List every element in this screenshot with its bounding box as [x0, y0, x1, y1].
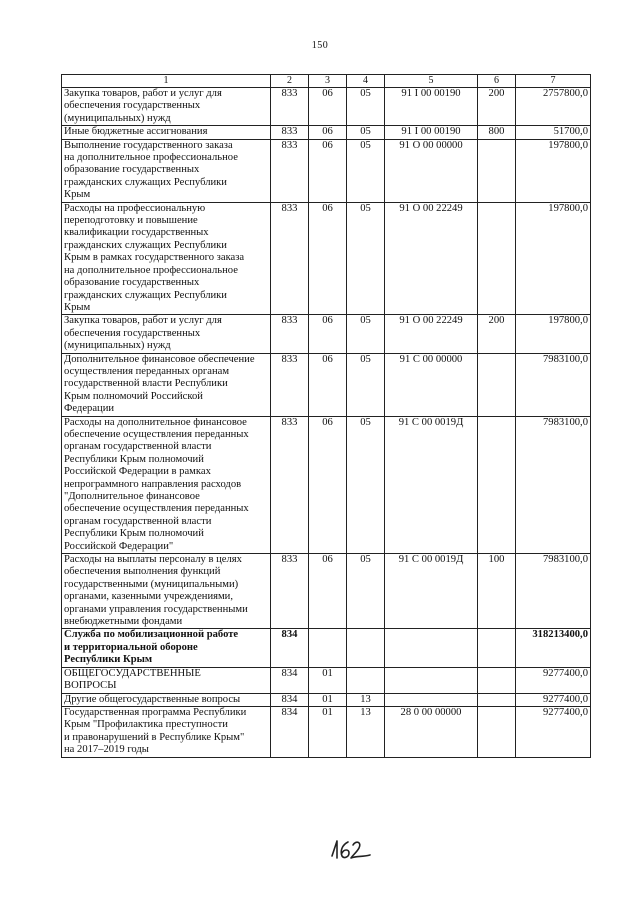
header-col-3: 3 — [309, 75, 347, 88]
row-name: Дополнительное финансовое обеспечение осуществления переданных органам государственной власти Республики Крым полномочий Российской Федерации — [62, 353, 271, 416]
header-col-4: 4 — [347, 75, 385, 88]
row-vr — [478, 416, 516, 553]
table-row — [62, 416, 591, 553]
row-sum: 318213400,0 — [516, 629, 591, 667]
table-row — [62, 88, 591, 126]
table-row — [62, 202, 591, 315]
row-sum: 9277400,0 — [516, 706, 591, 757]
row-sum: 197800,0 — [516, 202, 591, 315]
row-name: ОБЩЕГОСУДАРСТВЕННЫЕ ВОПРОСЫ — [62, 667, 271, 693]
row-name: Расходы на дополнительное финансовое обеспечение осуществления переданных органам государственной власти Республики Крым полномочий Российской Федерации в рамках непрограммного направления расходов "Дополнительное финансовое обеспечение осуществления переданных органам государственной власти Республики Крым полномочий Российской Федерации" — [62, 416, 271, 553]
row-rz: 06 — [309, 353, 347, 416]
handwritten-page-number — [328, 836, 372, 862]
row-vr: 800 — [478, 126, 516, 139]
row-csr: 28 0 00 00000 — [385, 706, 478, 757]
row-sum: 197800,0 — [516, 315, 591, 353]
row-sum: 9277400,0 — [516, 667, 591, 693]
row-sum: 7983100,0 — [516, 554, 591, 629]
header-col-2: 2 — [271, 75, 309, 88]
row-name: Закупка товаров, работ и услуг для обеспечения государственных (муниципальных) нужд — [62, 88, 271, 126]
row-csr: 91 I 00 00190 — [385, 126, 478, 139]
row-rz: 06 — [309, 88, 347, 126]
row-vr — [478, 629, 516, 667]
row-vr — [478, 139, 516, 202]
row-csr: 91 О 00 00000 — [385, 139, 478, 202]
row-vr — [478, 202, 516, 315]
row-pr: 05 — [347, 416, 385, 553]
row-gr: 833 — [271, 315, 309, 353]
row-gr: 833 — [271, 353, 309, 416]
row-pr: 05 — [347, 126, 385, 139]
table-row — [62, 693, 591, 706]
row-csr — [385, 667, 478, 693]
row-rz: 06 — [309, 315, 347, 353]
row-gr: 833 — [271, 88, 309, 126]
row-gr: 834 — [271, 693, 309, 706]
row-name: Закупка товаров, работ и услуг для обеспечения государственных (муниципальных) нужд — [62, 315, 271, 353]
row-pr — [347, 667, 385, 693]
row-pr: 05 — [347, 88, 385, 126]
row-pr: 05 — [347, 139, 385, 202]
row-rz: 01 — [309, 706, 347, 757]
table-row — [62, 139, 591, 202]
row-csr: 91 С 00 0019Д — [385, 416, 478, 553]
row-vr — [478, 353, 516, 416]
row-name: Выполнение государственного заказа на дополнительное профессиональное образование государственных гражданских служащих Республики Крым — [62, 139, 271, 202]
table-row — [62, 667, 591, 693]
row-csr: 91 С 00 0019Д — [385, 554, 478, 629]
header-col-1: 1 — [62, 75, 271, 88]
row-gr: 834 — [271, 667, 309, 693]
header-col-6: 6 — [478, 75, 516, 88]
row-name: Расходы на выплаты персоналу в целях обеспечения выполнения функций государственными (муниципальными) органами, казенными учреждениями, органами управления государственными внебюджетными фондами — [62, 554, 271, 629]
row-sum: 2757800,0 — [516, 88, 591, 126]
table-row — [62, 126, 591, 139]
header-col-7: 7 — [516, 75, 591, 88]
row-sum: 197800,0 — [516, 139, 591, 202]
row-csr — [385, 693, 478, 706]
row-name: Иные бюджетные ассигнования — [62, 126, 271, 139]
row-vr — [478, 706, 516, 757]
row-vr: 100 — [478, 554, 516, 629]
row-pr: 05 — [347, 202, 385, 315]
row-rz: 06 — [309, 554, 347, 629]
budget-table — [61, 74, 591, 758]
row-vr — [478, 667, 516, 693]
row-sum: 7983100,0 — [516, 416, 591, 553]
row-rz: 01 — [309, 667, 347, 693]
row-pr: 05 — [347, 315, 385, 353]
row-csr: 91 О 00 22249 — [385, 315, 478, 353]
row-gr: 834 — [271, 629, 309, 667]
header-row — [62, 75, 591, 88]
row-sum: 51700,0 — [516, 126, 591, 139]
table-row — [62, 706, 591, 757]
row-rz — [309, 629, 347, 667]
row-rz: 06 — [309, 126, 347, 139]
row-pr: 13 — [347, 693, 385, 706]
table-row — [62, 353, 591, 416]
header-col-5: 5 — [385, 75, 478, 88]
row-gr: 833 — [271, 416, 309, 553]
row-csr — [385, 629, 478, 667]
row-gr: 833 — [271, 202, 309, 315]
row-name: Государственная программа Республики Крым "Профилактика преступности и правонарушений в Республике Крым" на 2017–2019 годы — [62, 706, 271, 757]
row-gr: 833 — [271, 554, 309, 629]
row-csr: 91 I 00 00190 — [385, 88, 478, 126]
row-rz: 01 — [309, 693, 347, 706]
row-gr: 833 — [271, 139, 309, 202]
page-number: 150 — [311, 40, 329, 51]
row-sum: 7983100,0 — [516, 353, 591, 416]
row-pr: 05 — [347, 353, 385, 416]
row-name: Другие общегосударственные вопросы — [62, 693, 271, 706]
row-vr: 200 — [478, 315, 516, 353]
row-vr: 200 — [478, 88, 516, 126]
row-pr — [347, 629, 385, 667]
row-rz: 06 — [309, 416, 347, 553]
table-row — [62, 554, 591, 629]
row-pr: 13 — [347, 706, 385, 757]
row-sum: 9277400,0 — [516, 693, 591, 706]
row-rz: 06 — [309, 139, 347, 202]
row-csr: 91 С 00 00000 — [385, 353, 478, 416]
row-pr: 05 — [347, 554, 385, 629]
table-row-section — [62, 629, 591, 667]
row-name: Расходы на профессиональную переподготовку и повышение квалификации государственных гражданских служащих Республики Крым в рамках государственного заказа на дополнительное профессиональное образование государственных гражданских служащих Республики Крым — [62, 202, 271, 315]
row-csr: 91 О 00 22249 — [385, 202, 478, 315]
row-gr: 834 — [271, 706, 309, 757]
row-gr: 833 — [271, 126, 309, 139]
row-vr — [478, 693, 516, 706]
row-name: Служба по мобилизационной работе и территориальной обороне Республики Крым — [62, 629, 271, 667]
row-rz: 06 — [309, 202, 347, 315]
table-row — [62, 315, 591, 353]
